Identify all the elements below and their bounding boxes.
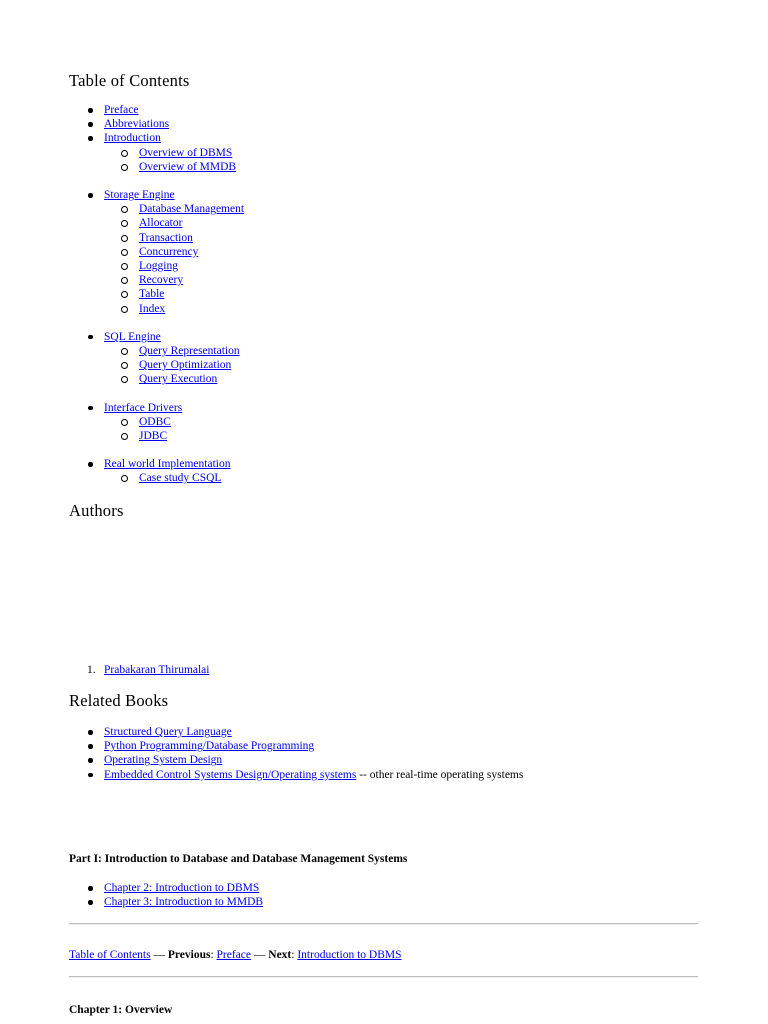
- toc-item-real-world: [69, 457, 244, 485]
- related-heading: Related Books: [69, 691, 169, 710]
- chapter-heading: Chapter 1: Overview: [69, 1004, 173, 1016]
- toc-link-allocator[interactable]: Allocator: [139, 217, 183, 230]
- toc-link-transaction[interactable]: Transaction: [139, 231, 193, 244]
- toc-subitem: [104, 231, 244, 245]
- toc-sublist-real-world: [104, 471, 244, 485]
- toc-link-query-optimization[interactable]: Query Optimization: [139, 359, 232, 372]
- toc-link-odbc[interactable]: ODBC: [139, 415, 171, 428]
- related-link-sql[interactable]: Structured Query Language: [104, 726, 232, 738]
- toc-item-sql-engine: [69, 330, 244, 387]
- related-list: [69, 725, 523, 782]
- related-item: [69, 739, 523, 753]
- toc-subitem: [104, 471, 244, 485]
- toc-link-introduction[interactable]: Introduction: [104, 132, 161, 145]
- toc-subitem: [104, 245, 244, 259]
- part1-item: [69, 881, 263, 895]
- toc-link-preface[interactable]: Preface: [104, 104, 139, 116]
- toc-link-index[interactable]: Index: [139, 302, 166, 315]
- toc-subitem: [104, 415, 244, 429]
- toc-link-overview-mmdb[interactable]: Overview of MMDB: [139, 160, 237, 173]
- toc-subitem: [104, 273, 244, 287]
- chapter3-link[interactable]: Chapter 3: Introduction to MMDB: [104, 896, 264, 909]
- part1-item: [69, 895, 263, 909]
- toc-link-query-execution[interactable]: Query Execution: [139, 373, 218, 386]
- toc-link-query-representation[interactable]: Query Representation: [139, 345, 240, 358]
- toc-item-interface-drivers: [69, 401, 244, 444]
- nav-previous-label: Previous: [167, 949, 211, 961]
- toc-subitem: [104, 344, 244, 358]
- author-item: [69, 663, 209, 677]
- chapter-nav: [69, 949, 401, 961]
- related-item: [69, 725, 523, 739]
- toc-item-preface: [69, 103, 244, 117]
- part1-heading: Part I: Introduction to Database and Database Management Systems: [69, 853, 408, 865]
- toc-link-concurrency[interactable]: Concurrency: [139, 245, 199, 258]
- nav-next-link[interactable]: Introduction to DBMS: [297, 949, 402, 961]
- related-link-embedded-os[interactable]: Embedded Control Systems Design/Operating systems: [104, 768, 357, 781]
- toc-link-database-management[interactable]: Database Management: [139, 203, 245, 216]
- toc-subitem: [104, 302, 244, 316]
- nav-separator: —: [150, 949, 168, 961]
- toc-link-recovery[interactable]: Recovery: [139, 274, 184, 287]
- toc-sublist-interface-drivers: [104, 415, 244, 443]
- toc-subitem: [104, 287, 244, 301]
- toc-link-jdbc[interactable]: JDBC: [139, 430, 168, 443]
- nav-toc-link[interactable]: Table of Contents: [69, 949, 151, 961]
- nav-previous-link[interactable]: Preface: [216, 949, 252, 961]
- related-link-python-db[interactable]: Python Programming/Database Programming: [104, 740, 315, 753]
- toc-item-storage-engine: [69, 188, 244, 316]
- toc-sublist-storage-engine: [104, 202, 244, 316]
- toc-subitem: [104, 146, 244, 160]
- author-link[interactable]: Prabakaran Thirumalai: [104, 664, 210, 676]
- toc-subitem: [104, 202, 244, 216]
- nav-colon: :: [291, 949, 298, 961]
- authors-list: [69, 663, 209, 677]
- toc-link-logging[interactable]: Logging: [139, 260, 178, 273]
- nav-separator: —: [251, 949, 269, 961]
- toc-item-introduction: [69, 131, 244, 174]
- toc-link-real-world[interactable]: Real world Implementation: [104, 458, 231, 471]
- toc-link-sql-engine[interactable]: SQL Engine: [104, 330, 161, 343]
- related-item: [69, 753, 523, 767]
- nav-colon: :: [210, 949, 217, 961]
- related-link-os-design[interactable]: Operating System Design: [104, 754, 223, 767]
- toc-item-abbreviations: [69, 117, 244, 131]
- toc-link-table[interactable]: Table: [139, 288, 165, 301]
- toc-subitem: [104, 259, 244, 273]
- toc-link-abbreviations[interactable]: Abbreviations: [104, 118, 170, 131]
- author-number: 1.: [87, 664, 96, 676]
- toc-list: [69, 103, 244, 486]
- toc-subitem: [104, 358, 244, 372]
- related-item: [69, 768, 523, 782]
- related-item-note: -- other real-time operating systems: [356, 768, 524, 781]
- toc-sublist-sql-engine: [104, 344, 244, 387]
- divider: [69, 976, 698, 978]
- authors-heading: Authors: [69, 501, 124, 520]
- chapter2-link[interactable]: Chapter 2: Introduction to DBMS: [104, 882, 260, 894]
- toc-link-overview-dbms[interactable]: Overview of DBMS: [139, 146, 233, 159]
- divider: [69, 923, 698, 925]
- toc-subitem: [104, 429, 244, 443]
- part1-list: [69, 881, 263, 909]
- nav-next-label: Next: [268, 949, 292, 961]
- toc-subitem: [104, 372, 244, 386]
- toc-link-storage-engine[interactable]: Storage Engine: [104, 189, 175, 202]
- toc-sublist-introduction: [104, 146, 244, 174]
- toc-heading: Table of Contents: [69, 71, 190, 90]
- toc-link-interface-drivers[interactable]: Interface Drivers: [104, 401, 183, 414]
- toc-subitem: [104, 160, 244, 174]
- toc-subitem: [104, 216, 244, 230]
- toc-link-case-study-csql[interactable]: Case study CSQL: [139, 472, 222, 485]
